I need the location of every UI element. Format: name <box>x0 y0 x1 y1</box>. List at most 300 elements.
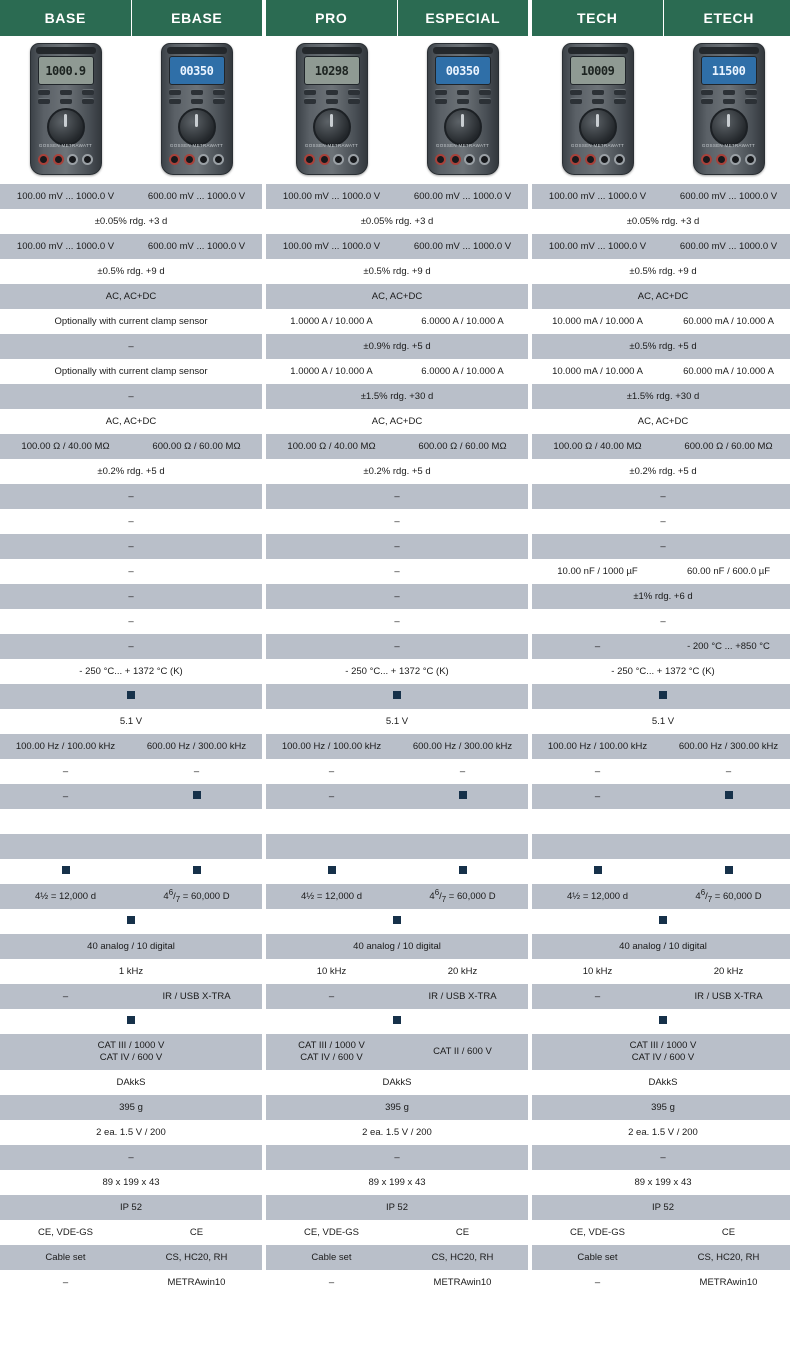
meter-button <box>723 89 735 95</box>
spec-cell <box>266 684 528 709</box>
spec-cell: $4^6/_7 = 60,000$ D <box>663 884 790 909</box>
spec-cell <box>0 1009 262 1034</box>
meter-display-value: 10298 <box>314 63 349 78</box>
spec-cell: ±0.05% rdg. +3 d <box>532 209 790 234</box>
meter-button <box>213 89 225 95</box>
meter-button-row-1 <box>701 89 757 95</box>
spec-cell: 100.00 mV ... 1000.0 V <box>266 184 397 209</box>
meter-button-row-2 <box>38 98 94 104</box>
meter-top-band <box>167 47 227 54</box>
meter-input-jacks <box>434 150 492 168</box>
spec-cell: – <box>532 509 790 534</box>
spec-cell: 395 g <box>0 1095 262 1120</box>
spec-cell: – <box>266 984 397 1009</box>
spec-cell: – <box>532 634 663 659</box>
spec-cell: ±0.5% rdg. +9 d <box>266 259 528 284</box>
meter-button <box>82 89 94 95</box>
spec-cell <box>0 859 131 884</box>
meter-top-band <box>699 47 759 54</box>
spec-cell: $4^6/_7 = 60,000$ D <box>397 884 528 909</box>
meter-jack <box>333 154 344 165</box>
spec-cell: 4½ = 12,000 d <box>266 884 397 909</box>
meter-button-row-1 <box>304 89 360 95</box>
multimeter-base <box>30 43 102 175</box>
spec-cell: 600.00 mV ... 1000.0 V <box>397 234 528 259</box>
spec-cell: 89 x 199 x 43 <box>0 1170 262 1195</box>
spec-cell: 600.00 Hz / 300.00 kHz <box>131 734 262 759</box>
spec-cell: 100.00 mV ... 1000.0 V <box>532 184 663 209</box>
meter-jack <box>464 154 475 165</box>
product-image-row <box>0 36 790 184</box>
feature-included-marker <box>659 1016 667 1024</box>
table-row <box>0 484 790 509</box>
meter-input-jacks <box>569 150 627 168</box>
spec-cell: 2 ea. 1.5 V / 200 <box>0 1120 262 1145</box>
meter-rotary-dial <box>579 108 617 146</box>
spec-cell: IP 52 <box>266 1195 528 1220</box>
meter-brand-label: GOSSEN METRAWATT <box>169 143 224 148</box>
spec-cell: – <box>266 559 528 584</box>
table-row <box>0 634 790 659</box>
meter-jack <box>213 154 224 165</box>
spec-cell: 89 x 199 x 43 <box>266 1170 528 1195</box>
meter-button <box>701 98 713 104</box>
meter-button <box>435 98 447 104</box>
table-row <box>0 1245 790 1270</box>
spec-cell: 600.00 mV ... 1000.0 V <box>131 184 262 209</box>
spec-cell: ±0.2% rdg. +5 d <box>266 459 528 484</box>
meter-button <box>326 89 338 95</box>
spec-cell: DAkkS <box>532 1070 790 1095</box>
spec-cell: - 250 °C... + 1372 °C (K) <box>266 659 528 684</box>
spec-cell: – <box>266 484 528 509</box>
table-header <box>0 0 790 36</box>
meter-jack <box>435 154 446 165</box>
spec-cell: IP 52 <box>532 1195 790 1220</box>
feature-included-marker <box>127 916 135 924</box>
spec-cell <box>532 909 790 934</box>
meter-button <box>60 89 72 95</box>
feature-included-marker <box>127 1016 135 1024</box>
meter-top-band <box>568 47 628 54</box>
table-row <box>0 834 790 859</box>
spec-cell: 40 analog / 10 digital <box>0 934 262 959</box>
spec-cell: – <box>0 784 131 809</box>
meter-brand-label: GOSSEN METRAWATT <box>570 143 625 148</box>
spec-cell: 395 g <box>532 1095 790 1120</box>
table-row <box>0 384 790 409</box>
feature-included-marker <box>328 866 336 874</box>
spec-cell: 600.00 Hz / 300.00 kHz <box>397 734 528 759</box>
spec-cell: – <box>266 509 528 534</box>
table-row <box>0 684 790 709</box>
spec-cell: – <box>131 759 262 784</box>
spec-cell: 100.00 Hz / 100.00 kHz <box>532 734 663 759</box>
meter-input-jacks <box>700 150 758 168</box>
table-row <box>0 909 790 934</box>
meter-top-band <box>302 47 362 54</box>
spec-cell: ±0.5% rdg. +9 d <box>0 259 262 284</box>
meter-button <box>304 89 316 95</box>
meter-jack <box>585 154 596 165</box>
meter-button <box>348 89 360 95</box>
table-row <box>0 1009 790 1034</box>
meter-jack <box>319 154 330 165</box>
meter-brand-label: GOSSEN METRAWATT <box>435 143 490 148</box>
spec-cell: 1.0000 A / 10.000 A <box>266 359 397 384</box>
meter-button <box>435 89 447 95</box>
meter-jack <box>304 154 315 165</box>
meter-button-row-2 <box>169 98 225 104</box>
spec-cell: CAT II / 600 V <box>397 1034 528 1070</box>
meter-top-band <box>433 47 493 54</box>
table-row <box>0 759 790 784</box>
table-row <box>0 234 790 259</box>
spec-cell: DAkkS <box>266 1070 528 1095</box>
meter-brand-label: GOSSEN METRAWATT <box>701 143 756 148</box>
meter-jack <box>745 154 756 165</box>
spec-cell: 10.000 mA / 10.000 A <box>532 359 663 384</box>
spec-cell: 40 analog / 10 digital <box>266 934 528 959</box>
product-image-cell <box>532 36 663 184</box>
spec-cell: 600.00 Ω / 60.00 MΩ <box>131 434 262 459</box>
meter-display <box>570 56 626 85</box>
meter-button <box>348 98 360 104</box>
feature-included-marker <box>659 916 667 924</box>
table-row <box>0 734 790 759</box>
meter-jack <box>198 154 209 165</box>
meter-button-row-1 <box>570 89 626 95</box>
table-row <box>0 1170 790 1195</box>
spec-cell <box>266 1009 528 1034</box>
table-row <box>0 409 790 434</box>
table-row <box>0 1195 790 1220</box>
spec-cell <box>397 784 528 809</box>
spec-cell: 100.00 Ω / 40.00 MΩ <box>0 434 131 459</box>
meter-jack <box>570 154 581 165</box>
meter-display <box>435 56 491 85</box>
spec-cell: 100.00 mV ... 1000.0 V <box>0 234 131 259</box>
table-row <box>0 784 790 809</box>
spec-cell <box>266 909 528 934</box>
meter-jack <box>730 154 741 165</box>
spec-cell: CS, HC20, RH <box>663 1245 790 1270</box>
table-row <box>0 184 790 209</box>
meter-display-value: 11500 <box>711 63 746 78</box>
meter-button <box>745 98 757 104</box>
column-header-pro: PRO <box>266 0 397 36</box>
spec-cell <box>532 1009 790 1034</box>
spec-cell: – <box>532 759 663 784</box>
spec-cell: CE <box>397 1220 528 1245</box>
meter-rotary-dial <box>313 108 351 146</box>
meter-input-jacks <box>168 150 226 168</box>
spec-cell <box>532 834 790 859</box>
meter-button <box>614 89 626 95</box>
meter-button <box>213 98 225 104</box>
spec-cell: AC, AC+DC <box>266 284 528 309</box>
feature-included-marker <box>193 791 201 799</box>
spec-cell <box>532 859 663 884</box>
spec-cell: – <box>266 634 528 659</box>
spec-cell: – <box>663 759 790 784</box>
meter-rotary-dial <box>47 108 85 146</box>
table-row <box>0 459 790 484</box>
meter-jack <box>82 154 93 165</box>
table-row <box>0 284 790 309</box>
meter-button-row-2 <box>570 98 626 104</box>
feature-included-marker <box>659 691 667 699</box>
feature-included-marker <box>725 791 733 799</box>
table-row <box>0 1095 790 1120</box>
meter-display-value: 10009 <box>580 63 615 78</box>
table-row <box>0 1220 790 1245</box>
spec-cell <box>663 859 790 884</box>
column-header-tech: TECH <box>532 0 663 36</box>
meter-button <box>592 89 604 95</box>
spec-cell: – <box>266 759 397 784</box>
meter-button <box>38 89 50 95</box>
spec-cell: – <box>532 1145 790 1170</box>
spec-cell: – <box>0 984 131 1009</box>
meter-button-row-2 <box>304 98 360 104</box>
spec-cell: CE, VDE-GS <box>0 1220 131 1245</box>
spec-cell <box>0 834 262 859</box>
spec-cell: – <box>0 534 262 559</box>
spec-cell: 20 kHz <box>397 959 528 984</box>
spec-cell: 10.00 nF / 1000 µF <box>532 559 663 584</box>
meter-jack <box>67 154 78 165</box>
spec-cell: 100.00 mV ... 1000.0 V <box>532 234 663 259</box>
meter-button <box>60 98 72 104</box>
spec-cell: – <box>532 784 663 809</box>
spec-cell: – <box>266 584 528 609</box>
meter-display-value: 00350 <box>179 63 214 78</box>
spec-cell: CE <box>663 1220 790 1245</box>
meter-input-jacks <box>303 150 361 168</box>
spec-cell: 10 kHz <box>266 959 397 984</box>
spec-cell: - 200 °C ... +850 °C <box>663 634 790 659</box>
meter-button <box>745 89 757 95</box>
spec-cell: – <box>266 784 397 809</box>
spec-cell: – <box>0 334 262 359</box>
spec-cell: METRAwin10 <box>397 1270 528 1295</box>
table-row <box>0 884 790 909</box>
spec-cell: METRAwin10 <box>663 1270 790 1295</box>
table-row <box>0 259 790 284</box>
spec-cell: - 250 °C... + 1372 °C (K) <box>532 659 790 684</box>
meter-display-value: 00350 <box>445 63 480 78</box>
spec-cell: METRAwin10 <box>131 1270 262 1295</box>
spec-cell <box>131 784 262 809</box>
spec-cell: 100.00 Ω / 40.00 MΩ <box>532 434 663 459</box>
spec-cell: DAkkS <box>0 1070 262 1095</box>
spec-cell: 60.000 mA / 10.000 A <box>663 309 790 334</box>
meter-brand-label: GOSSEN METRAWATT <box>304 143 359 148</box>
multimeter-tech <box>562 43 634 175</box>
table-row <box>0 1120 790 1145</box>
spec-cell: 600.00 Ω / 60.00 MΩ <box>663 434 790 459</box>
feature-included-marker <box>594 866 602 874</box>
meter-rotary-dial <box>444 108 482 146</box>
spec-cell: – <box>532 534 790 559</box>
spec-cell: – <box>0 1270 131 1295</box>
spec-cell: 4½ = 12,000 d <box>532 884 663 909</box>
meter-button-row-2 <box>435 98 491 104</box>
spec-cell <box>532 684 790 709</box>
spec-cell <box>397 859 528 884</box>
meter-button <box>304 98 316 104</box>
spec-cell: AC, AC+DC <box>0 409 262 434</box>
spec-cell: – <box>532 609 790 634</box>
spec-cell: – <box>532 984 663 1009</box>
spec-cell: ±1% rdg. +6 d <box>532 584 790 609</box>
table-row <box>0 584 790 609</box>
spec-cell: – <box>266 609 528 634</box>
meter-jack <box>169 154 180 165</box>
spec-cell: – <box>0 509 262 534</box>
meter-button <box>701 89 713 95</box>
product-image-cell <box>0 36 131 184</box>
meter-button-row-1 <box>435 89 491 95</box>
feature-included-marker <box>393 1016 401 1024</box>
spec-cell: 40 analog / 10 digital <box>532 934 790 959</box>
product-image-cell <box>131 36 262 184</box>
spec-cell: Cable set <box>266 1245 397 1270</box>
meter-button <box>570 98 582 104</box>
meter-button <box>592 98 604 104</box>
spec-cell <box>0 909 262 934</box>
spec-cell <box>266 834 528 859</box>
spec-cell <box>532 809 790 834</box>
multimeter-especial <box>427 43 499 175</box>
spec-cell: Optionally with current clamp sensor <box>0 309 262 334</box>
feature-included-marker <box>459 791 467 799</box>
meter-button <box>169 98 181 104</box>
meter-jack <box>599 154 610 165</box>
meter-button <box>457 89 469 95</box>
spec-cell: ±0.2% rdg. +5 d <box>0 459 262 484</box>
product-image-cell <box>663 36 790 184</box>
meter-rotary-dial <box>178 108 216 146</box>
spec-cell: – <box>0 584 262 609</box>
meter-jack <box>614 154 625 165</box>
meter-button <box>570 89 582 95</box>
table-row <box>0 1270 790 1295</box>
spec-cell: 2 ea. 1.5 V / 200 <box>266 1120 528 1145</box>
feature-included-marker <box>127 691 135 699</box>
meter-button-row-1 <box>38 89 94 95</box>
meter-button <box>614 98 626 104</box>
product-image-cell <box>266 36 397 184</box>
meter-button <box>82 98 94 104</box>
spec-cell: – <box>0 559 262 584</box>
spec-cell: 100.00 Hz / 100.00 kHz <box>0 734 131 759</box>
spec-cell: – <box>532 484 790 509</box>
table-row <box>0 1070 790 1095</box>
meter-display <box>38 56 94 85</box>
meter-jack <box>184 154 195 165</box>
meter-top-band <box>36 47 96 54</box>
meter-input-jacks <box>37 150 95 168</box>
spec-cell <box>131 859 262 884</box>
spec-cell: ±0.05% rdg. +3 d <box>0 209 262 234</box>
spec-cell: 100.00 Hz / 100.00 kHz <box>266 734 397 759</box>
spec-cell: 600.00 Hz / 300.00 kHz <box>663 734 790 759</box>
spec-cell: – <box>266 1145 528 1170</box>
spec-cell: CE, VDE-GS <box>532 1220 663 1245</box>
table-row <box>0 984 790 1009</box>
spec-cell: AC, AC+DC <box>0 284 262 309</box>
spec-cell: - 250 °C... + 1372 °C (K) <box>0 659 262 684</box>
table-row <box>0 534 790 559</box>
spec-cell: 2 ea. 1.5 V / 200 <box>532 1120 790 1145</box>
spec-cell: 600.00 mV ... 1000.0 V <box>663 234 790 259</box>
meter-jack <box>348 154 359 165</box>
spec-cell: – <box>0 484 262 509</box>
spec-cell: – <box>397 759 528 784</box>
spec-cell: – <box>0 634 262 659</box>
meter-display <box>169 56 225 85</box>
meter-button <box>479 98 491 104</box>
spec-cell <box>0 684 262 709</box>
table-row <box>0 859 790 884</box>
table-row <box>0 1145 790 1170</box>
spec-cell: 10.000 mA / 10.000 A <box>532 309 663 334</box>
spec-cell <box>663 784 790 809</box>
meter-button <box>191 98 203 104</box>
meter-jack <box>450 154 461 165</box>
spec-cell: 100.00 Ω / 40.00 MΩ <box>266 434 397 459</box>
feature-included-marker <box>725 866 733 874</box>
meter-display-value: 1000.9 <box>45 63 86 78</box>
spec-cell: IR / USB X-TRA <box>663 984 790 1009</box>
spec-cell: 5.1 V <box>532 709 790 734</box>
meter-button <box>479 89 491 95</box>
column-header-etech: ETECH <box>663 0 790 36</box>
spec-cell <box>266 859 397 884</box>
spec-cell: Optionally with current clamp sensor <box>0 359 262 384</box>
spec-cell: – <box>0 609 262 634</box>
spec-cell: 20 kHz <box>663 959 790 984</box>
spec-cell: CAT III / 1000 V CAT IV / 600 V <box>0 1034 262 1070</box>
feature-included-marker <box>459 866 467 874</box>
spec-cell: – <box>532 1270 663 1295</box>
spec-cell: ±0.9% rdg. +5 d <box>266 334 528 359</box>
meter-button <box>457 98 469 104</box>
table-row <box>0 709 790 734</box>
spec-cell: 600.00 mV ... 1000.0 V <box>131 234 262 259</box>
table-row <box>0 659 790 684</box>
spec-cell: 600.00 mV ... 1000.0 V <box>397 184 528 209</box>
spec-cell: 4½ = 12,000 d <box>0 884 131 909</box>
spec-cell: – <box>0 759 131 784</box>
spec-cell: 6.0000 A / 10.000 A <box>397 359 528 384</box>
table-row <box>0 434 790 459</box>
spec-cell: AC, AC+DC <box>532 284 790 309</box>
feature-included-marker <box>393 691 401 699</box>
spec-cell <box>0 809 262 834</box>
spec-cell: CS, HC20, RH <box>131 1245 262 1270</box>
meter-brand-label: GOSSEN METRAWATT <box>38 143 93 148</box>
table-row <box>0 809 790 834</box>
table-row <box>0 609 790 634</box>
spec-cell: CAT III / 1000 V CAT IV / 600 V <box>532 1034 790 1070</box>
table-row <box>0 309 790 334</box>
spec-cell: 1.0000 A / 10.000 A <box>266 309 397 334</box>
spec-cell: 60.00 nF / 600.0 µF <box>663 559 790 584</box>
meter-button <box>326 98 338 104</box>
